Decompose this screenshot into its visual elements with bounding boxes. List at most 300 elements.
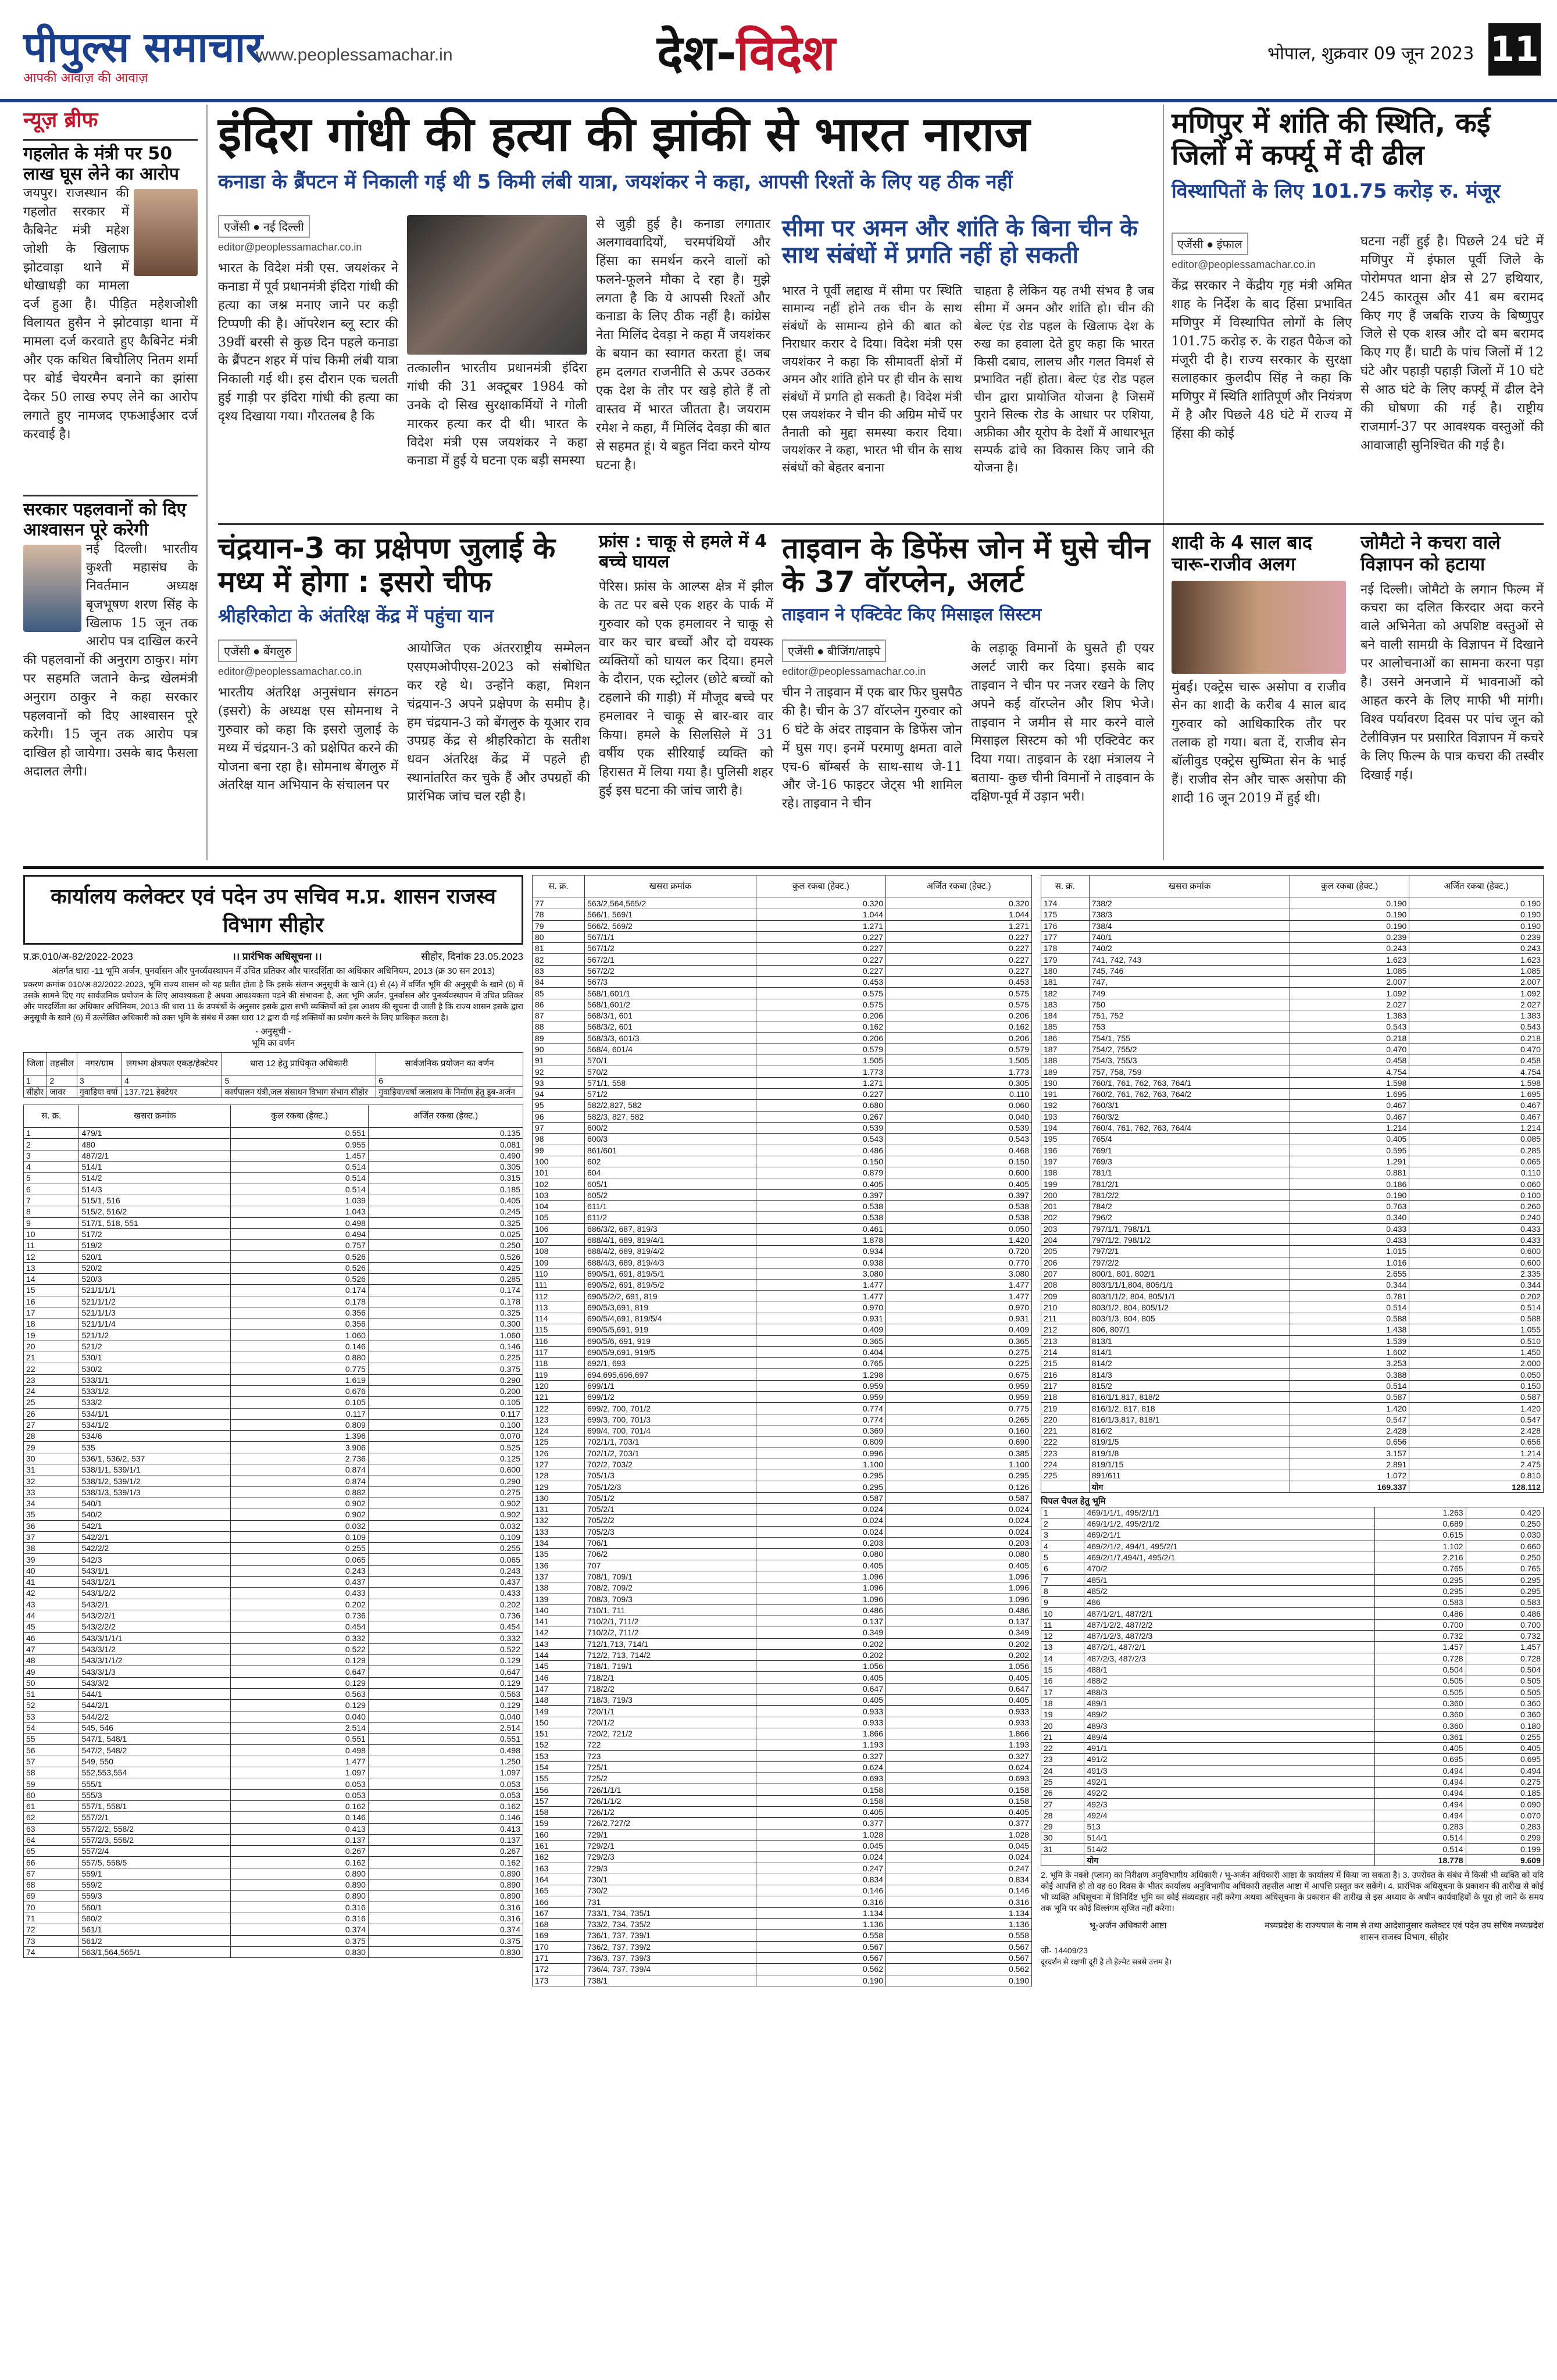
table-cell: 0.162 xyxy=(368,1800,523,1811)
table-cell: 0.129 xyxy=(368,1655,523,1666)
table-cell: 222 xyxy=(1041,1436,1090,1448)
table-row xyxy=(533,1975,1032,1986)
table-row xyxy=(533,1335,1032,1346)
table-row xyxy=(1041,1481,1544,1492)
table-cell: 688/4/3, 689, 819/4/3 xyxy=(585,1257,756,1268)
table-row xyxy=(533,1346,1032,1357)
table-cell: 0.413 xyxy=(231,1823,369,1834)
table-cell: 0.882 xyxy=(231,1486,369,1498)
table-cell: 705/2/1 xyxy=(585,1504,756,1515)
table-header-cell: कुल रकबा (हेक्ट.) xyxy=(231,1105,369,1128)
table-row xyxy=(1041,1077,1544,1088)
table-cell: 0.959 xyxy=(756,1392,885,1403)
table-cell: 0.377 xyxy=(756,1818,885,1829)
table-row xyxy=(1041,954,1544,965)
table-cell: 0.053 xyxy=(231,1789,369,1800)
table-cell: 0.137 xyxy=(231,1834,369,1845)
table-cell: 0.539 xyxy=(756,1122,885,1133)
table-cell: 491/3 xyxy=(1084,1765,1374,1776)
table-cell: 1.291 xyxy=(1290,1156,1409,1167)
table-cell: 112 xyxy=(533,1291,585,1302)
table-cell: 720/1/1 xyxy=(585,1706,756,1717)
table-cell: 0.146 xyxy=(368,1341,523,1352)
table-row xyxy=(1041,1392,1544,1403)
lead-byline: एजेंसी ● नई दिल्ली xyxy=(218,215,310,238)
table-cell: 0.879 xyxy=(756,1167,885,1178)
table-cell: 125 xyxy=(533,1436,585,1448)
website-url[interactable]: www.peoplessamachar.in xyxy=(256,45,453,65)
table-cell: 0.902 xyxy=(368,1509,523,1520)
table-cell: 58 xyxy=(24,1767,79,1778)
table-cell: 535 xyxy=(79,1442,231,1453)
table-cell: 0.203 xyxy=(886,1537,1032,1548)
table-cell: 1.214 xyxy=(1409,1122,1544,1133)
table-cell: 216 xyxy=(1041,1369,1090,1380)
table-cell: 0.206 xyxy=(886,1032,1032,1044)
table-cell: 0.433 xyxy=(1409,1223,1544,1234)
table-cell: 219 xyxy=(1041,1403,1090,1414)
isro-deck: श्रीहरिकोटा के अंतरिक्ष केंद्र में पहुंचा यान xyxy=(218,605,494,627)
table-cell: 0.040 xyxy=(368,1711,523,1722)
logo-text: पीपुल्स समाचार xyxy=(23,23,263,72)
table-cell: 0.834 xyxy=(756,1874,885,1885)
table-cell: 168 xyxy=(533,1919,585,1930)
table-cell: 547/1, 548/1 xyxy=(79,1734,231,1745)
table-cell: 0.397 xyxy=(756,1189,885,1200)
table-cell: 611/1 xyxy=(585,1201,756,1212)
table-cell: 27 xyxy=(24,1419,79,1430)
table-cell: 120 xyxy=(533,1380,585,1391)
table-cell: 171 xyxy=(533,1952,585,1963)
table-cell: 0.360 xyxy=(1466,1698,1543,1709)
table-cell: 1.271 xyxy=(756,920,885,931)
schedule-head-row xyxy=(24,1052,523,1075)
table-cell: 530/2 xyxy=(79,1363,231,1374)
schedule-head-num-cell: 3 xyxy=(77,1075,122,1086)
table-cell: 800/1, 801, 802/1 xyxy=(1089,1268,1290,1279)
masthead xyxy=(0,0,1557,102)
table-cell: 123 xyxy=(533,1414,585,1425)
table-cell: 605/2 xyxy=(585,1189,756,1200)
table-cell: 184 xyxy=(1041,1010,1090,1021)
table-cell: 1.214 xyxy=(1290,1122,1409,1133)
table-cell: 0.405 xyxy=(886,1178,1032,1189)
table-cell: 0.174 xyxy=(368,1285,523,1296)
table-cell: 0.332 xyxy=(368,1632,523,1643)
table-cell: 1.695 xyxy=(1409,1089,1544,1100)
table-cell: 0.539 xyxy=(886,1122,1032,1133)
table-row xyxy=(1041,1032,1544,1044)
table-cell: 0.090 xyxy=(1466,1799,1543,1810)
table-cell: 72 xyxy=(24,1924,79,1935)
manipur-email[interactable]: editor@peoplessamachar.co.in xyxy=(1172,259,1316,270)
table-row xyxy=(533,1661,1032,1672)
table-cell: 781/2/2 xyxy=(1089,1189,1290,1200)
table-cell: 0.700 xyxy=(1466,1619,1543,1630)
table-cell: 515/1, 516 xyxy=(79,1195,231,1206)
table-row xyxy=(1041,1776,1544,1787)
table-cell: 214 xyxy=(1041,1346,1090,1357)
table-cell: 0.332 xyxy=(231,1632,369,1643)
table-row xyxy=(1041,1597,1544,1608)
table-cell: 1.100 xyxy=(886,1459,1032,1470)
table-cell: 560/1 xyxy=(79,1902,231,1913)
table-cell: 0.305 xyxy=(886,1077,1032,1088)
table-cell: 122 xyxy=(533,1403,585,1414)
table-row xyxy=(533,1896,1032,1907)
table-header-row xyxy=(1041,875,1544,898)
table-cell: 0.190 xyxy=(1409,898,1544,909)
table-cell: 170 xyxy=(533,1941,585,1952)
table-row xyxy=(24,1162,523,1173)
table-cell: 0.468 xyxy=(886,1145,1032,1156)
lead-email[interactable]: editor@peoplessamachar.co.in xyxy=(218,241,362,253)
table-cell: 723 xyxy=(585,1750,756,1761)
schedule-subtitle: भूमि का वर्णन xyxy=(251,1038,295,1048)
table-cell: 0.551 xyxy=(231,1128,369,1139)
table-cell: 760/1, 761, 762, 763, 764/1 xyxy=(1089,1077,1290,1088)
table-cell: 134 xyxy=(533,1537,585,1548)
table-cell: 559/1 xyxy=(79,1868,231,1879)
table-cell: योग xyxy=(1089,1481,1290,1492)
table-row xyxy=(533,1044,1032,1055)
table-cell: 30 xyxy=(1041,1832,1084,1843)
table-row xyxy=(1041,1675,1544,1686)
table-cell: 816/2 xyxy=(1089,1425,1290,1436)
table-cell: 542/2/2 xyxy=(79,1543,231,1554)
couple-photo xyxy=(1172,581,1346,674)
table-cell: 726/1/1/2 xyxy=(585,1795,756,1806)
table-cell: 0.693 xyxy=(886,1773,1032,1784)
table-cell: 44 xyxy=(24,1610,79,1621)
table-cell: 12 xyxy=(24,1251,79,1262)
table-cell: 1.457 xyxy=(1466,1642,1543,1653)
table-cell: 521/1/1/2 xyxy=(79,1296,231,1307)
table-cell: 205 xyxy=(1041,1246,1090,1257)
table-row xyxy=(24,1431,523,1442)
table-cell: 1.092 xyxy=(1290,988,1409,999)
table-row xyxy=(533,999,1032,1010)
table-row xyxy=(24,1139,523,1150)
table-cell: 0.736 xyxy=(368,1610,523,1621)
table-cell: 0.315 xyxy=(368,1173,523,1184)
table-cell: 2.655 xyxy=(1290,1268,1409,1279)
table-cell: 0.200 xyxy=(368,1385,523,1396)
table-cell: 487/2/1 xyxy=(79,1150,231,1161)
taiwan-email[interactable]: editor@peoplessamachar.co.in xyxy=(782,666,926,677)
table-cell: 0.225 xyxy=(368,1352,523,1363)
table-cell: 0.757 xyxy=(231,1240,369,1251)
table-cell: 14 xyxy=(1041,1653,1084,1664)
table-row xyxy=(1041,1843,1544,1854)
table-row xyxy=(1041,1414,1544,1425)
table-cell: 0.227 xyxy=(756,931,885,942)
table-cell: 0.437 xyxy=(231,1577,369,1588)
table-cell: 0.522 xyxy=(231,1643,369,1654)
table-cell: 0.890 xyxy=(368,1891,523,1902)
table-cell: 77 xyxy=(533,898,585,909)
table-row xyxy=(1041,1055,1544,1066)
table-cell: 0.680 xyxy=(756,1100,885,1111)
table-cell: 0.024 xyxy=(756,1852,885,1863)
table-cell: 0.137 xyxy=(886,1616,1032,1627)
table-cell: 0.505 xyxy=(1466,1675,1543,1686)
table-cell: 0.538 xyxy=(756,1201,885,1212)
table-cell: 1.477 xyxy=(756,1280,885,1291)
table-cell: 0.583 xyxy=(1374,1597,1466,1608)
table-row xyxy=(1041,1608,1544,1619)
table-cell: 582/2,827, 582 xyxy=(585,1100,756,1111)
table-cell: 0.700 xyxy=(1374,1619,1466,1630)
table-cell: 164 xyxy=(533,1874,585,1885)
table-row xyxy=(533,943,1032,954)
table-cell: 0.218 xyxy=(1409,1032,1544,1044)
table-cell: 538/1/1, 539/1/1 xyxy=(79,1464,231,1475)
table-cell: 2.007 xyxy=(1409,977,1544,988)
table-cell: 803/1/3, 804, 805 xyxy=(1089,1313,1290,1324)
notice-title: कार्यालय कलेक्टर एवं पदेन उप सचिव म.प्र. शासन राजस्व विभाग सीहोर xyxy=(23,875,523,945)
table-cell: 74 xyxy=(24,1946,79,1957)
table-cell: 0.656 xyxy=(1409,1436,1544,1448)
table-cell: 94 xyxy=(533,1089,585,1100)
table-cell: 0.774 xyxy=(756,1414,885,1425)
table-cell: 152 xyxy=(533,1739,585,1750)
table-cell: 0.405 xyxy=(756,1178,885,1189)
table-cell: 3.080 xyxy=(886,1268,1032,1279)
table-cell: 545, 546 xyxy=(79,1722,231,1733)
lead-col-1 xyxy=(218,215,398,533)
table-row xyxy=(533,1649,1032,1660)
table-cell: 133 xyxy=(533,1526,585,1537)
table-row xyxy=(24,1385,523,1396)
table-row xyxy=(533,1549,1032,1560)
table-cell: 0.218 xyxy=(1290,1032,1409,1044)
table-cell: 213 xyxy=(1041,1335,1090,1346)
table-cell: 543/2/1 xyxy=(79,1599,231,1610)
table-row xyxy=(1041,943,1544,954)
table-cell: 56 xyxy=(24,1745,79,1756)
table-row xyxy=(24,1262,523,1273)
table-row xyxy=(533,1380,1032,1391)
table-row xyxy=(1041,988,1544,999)
table-row xyxy=(24,1711,523,1722)
table-cell: 0.467 xyxy=(1290,1111,1409,1122)
table-row xyxy=(24,1150,523,1161)
table-cell: 126 xyxy=(533,1448,585,1459)
table-cell: 570/1 xyxy=(585,1055,756,1066)
table-row xyxy=(533,1302,1032,1313)
table-cell: 0.024 xyxy=(886,1526,1032,1537)
table-cell: 722 xyxy=(585,1739,756,1750)
table-cell: 0.190 xyxy=(886,1975,1032,1986)
divider xyxy=(23,866,1544,869)
table-cell: 557/2/1 xyxy=(79,1812,231,1823)
table-cell: 566/1, 569/1 xyxy=(585,909,756,920)
table-cell: 469/1/1/1, 495/2/1/1 xyxy=(1084,1507,1374,1518)
table-row xyxy=(24,1318,523,1330)
table-cell: 0.365 xyxy=(886,1335,1032,1346)
table-row xyxy=(24,1554,523,1565)
table-cell: 191 xyxy=(1041,1089,1090,1100)
table-cell: 0.514 xyxy=(1409,1302,1544,1313)
table-cell: 0.405 xyxy=(886,1672,1032,1683)
table-cell: 0.690 xyxy=(886,1436,1032,1448)
table-cell: 109 xyxy=(533,1257,585,1268)
table-cell: 0.587 xyxy=(756,1492,885,1503)
table-cell: 0.413 xyxy=(368,1823,523,1834)
table-row xyxy=(24,1868,523,1879)
table-header-cell: स. क्र. xyxy=(533,875,585,898)
table-cell: 131 xyxy=(533,1504,585,1515)
table-cell: 0.162 xyxy=(368,1857,523,1868)
minister-photo xyxy=(134,189,198,276)
manipur-byline: एजेंसी ● इंफाल xyxy=(1172,233,1248,255)
brief-headline-2: सरकार पहलवानों को दिए आश्वासन पूरे करेगी xyxy=(23,495,198,540)
table-cell: 520/3 xyxy=(79,1274,231,1285)
lead-col-3 xyxy=(596,215,770,529)
table-cell: 0.547 xyxy=(1290,1414,1409,1425)
table-cell: 4.754 xyxy=(1290,1066,1409,1077)
manipur-headline: मणिपुर में शांति की स्थिति, कई जिलों में कर्फ्यू में दी ढील xyxy=(1172,107,1491,172)
land-table-pipal xyxy=(1041,1507,1544,1867)
table-cell: 542/2/1 xyxy=(79,1531,231,1542)
table-header-cell: खसरा क्रमांक xyxy=(585,875,756,898)
table-cell: 0.199 xyxy=(1466,1843,1543,1854)
table-cell: 0.510 xyxy=(1409,1335,1544,1346)
table-cell: 567/3 xyxy=(585,977,756,988)
table-cell: 0.567 xyxy=(886,1941,1032,1952)
table-row xyxy=(533,1223,1032,1234)
table-cell: 0.405 xyxy=(756,1695,885,1706)
table-cell: 107 xyxy=(533,1234,585,1245)
table-cell: 604 xyxy=(585,1167,756,1178)
section-title-part-b: विदेश xyxy=(736,24,835,81)
brief-tag: न्यूज़ ब्रीफ xyxy=(23,108,98,132)
table-cell: 127 xyxy=(533,1459,585,1470)
table-cell: 173 xyxy=(533,1975,585,1986)
table-cell: 485/2 xyxy=(1084,1585,1374,1596)
table-row xyxy=(24,1588,523,1599)
table-cell: 0.934 xyxy=(756,1246,885,1257)
table-cell: 0.454 xyxy=(231,1621,369,1632)
table-cell: 0.405 xyxy=(886,1695,1032,1706)
table-cell: 8 xyxy=(1041,1585,1084,1596)
table-cell: 0.647 xyxy=(756,1683,885,1694)
table-row xyxy=(533,1403,1032,1414)
table-cell: 557/5, 558/5 xyxy=(79,1857,231,1868)
table-row xyxy=(533,1907,1032,1918)
table-cell: 7 xyxy=(24,1195,79,1206)
table-cell: 0.486 xyxy=(756,1145,885,1156)
table-cell: 538/1/3, 539/1/3 xyxy=(79,1486,231,1498)
logo-tagline: आपकी आवाज़ की आवाज़ xyxy=(23,71,148,85)
table-cell: 0.349 xyxy=(756,1627,885,1638)
table-cell: 0.129 xyxy=(231,1700,369,1711)
table-cell: 137 xyxy=(533,1571,585,1582)
table-cell: 0.505 xyxy=(1374,1675,1466,1686)
table-cell: 0.453 xyxy=(756,977,885,988)
table-cell: 0.105 xyxy=(231,1397,369,1408)
schedule-head-table xyxy=(23,1052,523,1098)
table-cell: 797/2/1 xyxy=(1089,1246,1290,1257)
table-cell: 35 xyxy=(24,1509,79,1520)
table-cell: 1.505 xyxy=(886,1055,1032,1066)
table-cell: 104 xyxy=(533,1201,585,1212)
table-cell: 146 xyxy=(533,1672,585,1683)
table-cell: 0.109 xyxy=(368,1531,523,1542)
table-cell: 0.538 xyxy=(886,1212,1032,1223)
table-cell: 813/1 xyxy=(1089,1335,1290,1346)
table-cell: 0.344 xyxy=(1409,1280,1544,1291)
table-cell: 1.193 xyxy=(886,1739,1032,1750)
table-cell: 1.096 xyxy=(756,1582,885,1593)
table-cell: 726/1/2 xyxy=(585,1807,756,1818)
table-row xyxy=(1041,1403,1544,1414)
table-cell: 0.300 xyxy=(368,1318,523,1330)
table-cell: 13 xyxy=(24,1262,79,1273)
table-row xyxy=(533,1212,1032,1223)
table-cell: 185 xyxy=(1041,1021,1090,1032)
table-cell: 61 xyxy=(24,1800,79,1811)
table-cell: 0.285 xyxy=(1409,1145,1544,1156)
table-row xyxy=(1041,1268,1544,1279)
table-cell: 0.538 xyxy=(756,1212,885,1223)
table-cell: 0.065 xyxy=(368,1554,523,1565)
table-cell: 0.295 xyxy=(1466,1585,1543,1596)
table-header-cell: अर्जित रकबा (हेक्ट.) xyxy=(368,1105,523,1128)
table-cell: 0.180 xyxy=(1466,1720,1543,1731)
table-cell: 0.125 xyxy=(368,1453,523,1464)
table-cell: 543/2/2/1 xyxy=(79,1610,231,1621)
zomato-headline: जोमैटो ने कचरा वाले विज्ञापन को हटाया xyxy=(1360,531,1501,575)
table-row xyxy=(533,1291,1032,1302)
table-cell: 0.267 xyxy=(756,1111,885,1122)
isro-email[interactable]: editor@peoplessamachar.co.in xyxy=(218,666,362,677)
table-cell: 1.619 xyxy=(231,1374,369,1385)
page-number: 11 xyxy=(1488,23,1541,76)
france-body: पेरिस। फ्रांस के आल्प्स क्षेत्र में झील के तट पर बसे एक शहर के पार्क में गुरुवार को एक हमलावर ने चाकू से वार कर चार बच्चों और दो वयस्क व्यक्तियों को घायल कर दिया। हमले के दौरान, एक स्ट्रोलर (छोटे बच्चों को टहलाने की गाड़ी) में मौजूद बच्चे पर हमलावर ने चाकू से बार-बार वार किया। हमले के सिलसिले में 31 वर्षीय एक सीरियाई व्यक्ति को हिरासत में लिया गया है। पुलिसी शहर हुई इस घटना की जांच जारी है। xyxy=(599,580,773,798)
table-cell: 165 xyxy=(533,1885,585,1896)
table-cell: 0.959 xyxy=(886,1392,1032,1403)
table-cell: 0.494 xyxy=(1374,1799,1466,1810)
table-cell: 0.454 xyxy=(368,1621,523,1632)
table-cell: 0.676 xyxy=(231,1385,369,1396)
table-cell: 702/1/1, 703/1 xyxy=(585,1436,756,1448)
table-row xyxy=(24,1857,523,1868)
table-cell: 0.959 xyxy=(756,1380,885,1391)
table-cell: 1.102 xyxy=(1374,1541,1466,1552)
table-cell: 143 xyxy=(533,1638,585,1649)
table-cell: 0.109 xyxy=(231,1531,369,1542)
notice-kind: ।। प्रारंभिक अधिसूचना ।। xyxy=(232,951,322,962)
table-cell: 0.763 xyxy=(1290,1201,1409,1212)
schedule-head-cell: सार्वजनिक प्रयोजन का वर्णन xyxy=(376,1052,523,1075)
table-cell: 172 xyxy=(533,1964,585,1975)
table-cell: 40 xyxy=(24,1565,79,1576)
table-cell: 712/2, 713, 714/2 xyxy=(585,1649,756,1660)
table-cell: 0.405 xyxy=(1290,1134,1409,1145)
signature-right: मध्यप्रदेश के राज्यपाल के नाम से तथा आदेशानुसार कलेक्टर एवं पदेन उप सचिव मध्यप्रदेश शासन राजस्व विभाग, सीहोर xyxy=(1265,1920,1544,1942)
table-cell: 144 xyxy=(533,1649,585,1660)
table-cell: 1.539 xyxy=(1290,1335,1409,1346)
table-row xyxy=(24,1509,523,1520)
table-cell: 0.129 xyxy=(231,1655,369,1666)
table-cell: 0.110 xyxy=(886,1089,1032,1100)
table-row xyxy=(24,1475,523,1486)
table-cell: 690/5/2, 691, 819/5/2 xyxy=(585,1280,756,1291)
table-cell: 0.070 xyxy=(1466,1810,1543,1821)
table-row xyxy=(1041,1698,1544,1709)
